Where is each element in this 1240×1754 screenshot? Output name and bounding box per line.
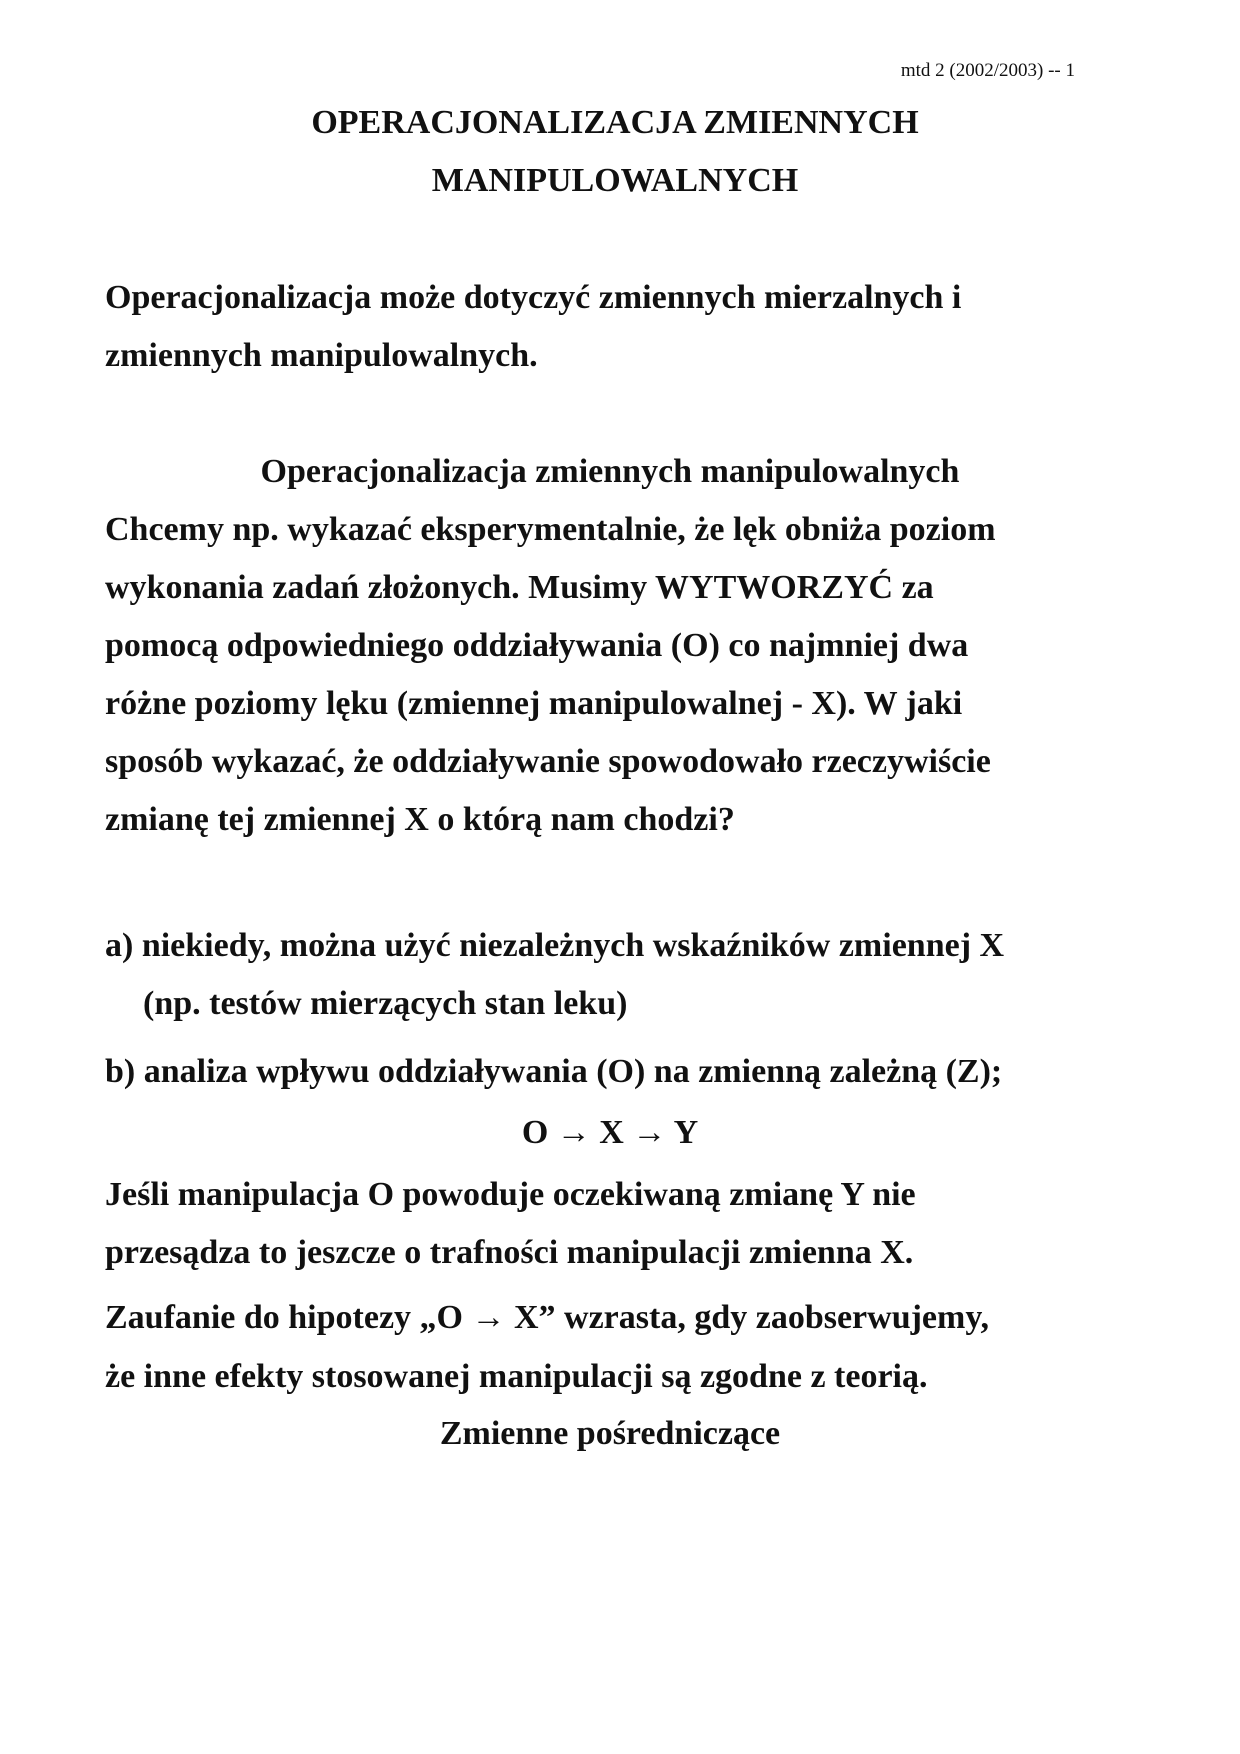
- intro-line-1: Operacjonalizacja może dotyczyć zmiennych mierzalnych i: [105, 279, 962, 316]
- footer-heading: Zmienne pośredniczące: [439, 1415, 781, 1452]
- section-text-line: zmianę tej zmiennej X o którą nam chodzi?: [105, 801, 735, 838]
- conclusion-line: przesądza to jeszcze o trafności manipulacji zmienna X.: [105, 1234, 914, 1271]
- section-heading: Operacjonalizacja zmiennych manipulowalnych: [260, 453, 960, 490]
- list-item-a-continuation: (np. testów mierzących stan leku): [143, 985, 628, 1022]
- page-header-ref: mtd 2 (2002/2003) -- 1: [900, 60, 1075, 81]
- section-text-line: pomocą odpowiedniego oddziaływania (O) co najmniej dwa: [105, 627, 969, 664]
- conclusion-line: że inne efekty stosowanej manipulacji są zgodne z teorią.: [105, 1358, 928, 1395]
- conclusion-line: Jeśli manipulacja O powoduje oczekiwaną zmianę Y nie: [105, 1176, 916, 1213]
- section-text-line: Chcemy np. wykazać eksperymentalnie, że lęk obniża poziom: [105, 511, 996, 548]
- section-text-line: sposób wykazać, że oddziaływanie spowodowało rzeczywiście: [105, 743, 991, 780]
- section-text-line: różne poziomy lęku (zmiennej manipulowalnej - X). W jaki: [105, 685, 963, 722]
- conclusion-line: Zaufanie do hipotezy „O → X” wzrasta, gdy zaobserwujemy,: [105, 1299, 989, 1336]
- intro-line-2: zmiennych manipulowalnych.: [105, 337, 538, 374]
- formula: O → X → Y: [521, 1114, 699, 1151]
- section-text-line: wykonania zadań złożonych. Musimy WYTWORZYĆ za: [105, 569, 934, 606]
- list-item-b: b) analiza wpływu oddziaływania (O) na zmienną zależną (Z);: [105, 1053, 1003, 1090]
- list-item-a: a) niekiedy, można użyć niezależnych wskaźników zmiennej X: [105, 927, 1005, 964]
- page-title-line-2: MANIPULOWALNYCH: [431, 162, 799, 199]
- page-title-line-1: OPERACJONALIZACJA ZMIENNYCH: [311, 104, 919, 141]
